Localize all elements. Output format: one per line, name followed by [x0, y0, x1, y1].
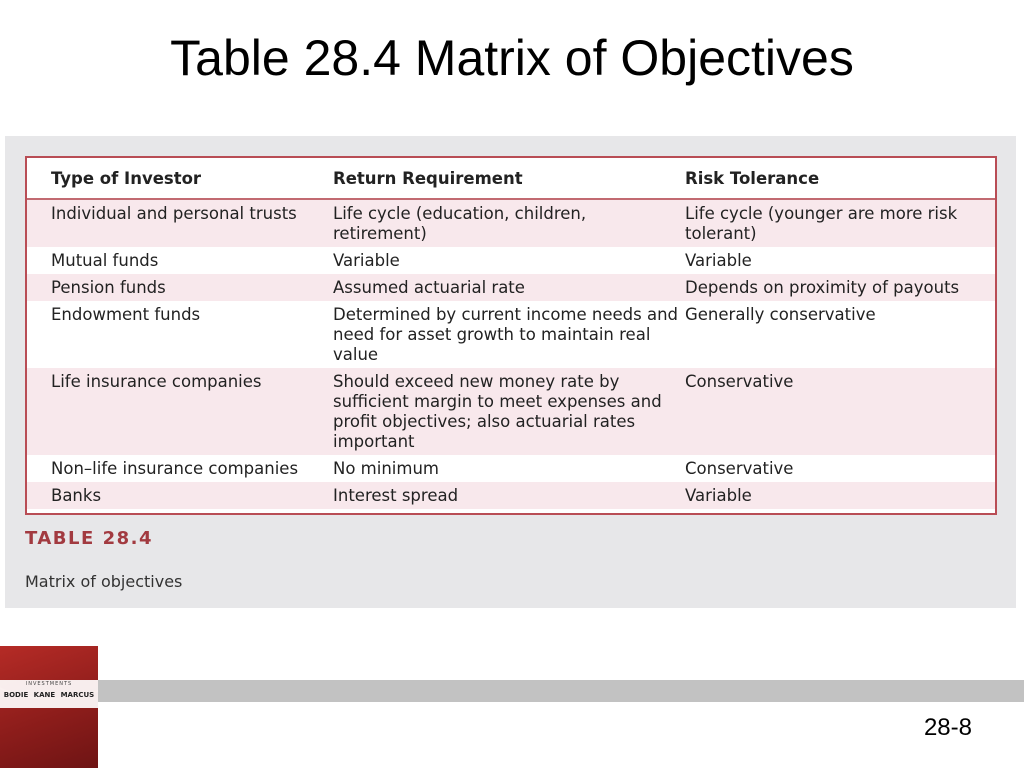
table-header-row — [27, 158, 995, 199]
cell-return-requirement: Should exceed new money rate by sufficient margin to meet expenses and profit objectives; also actuarial rates important — [333, 368, 685, 455]
cell-risk-tolerance: Generally conservative — [685, 305, 876, 324]
cell-investor: Life insurance companies — [27, 368, 333, 455]
table-caption-number: TABLE 28.4 — [25, 528, 153, 549]
table-row — [27, 455, 995, 482]
table-frame — [25, 156, 997, 515]
table-row — [27, 301, 995, 368]
table-caption-text: Matrix of objectives — [25, 572, 183, 591]
objectives-table — [27, 158, 995, 509]
table-figure — [5, 136, 1016, 608]
book-cover-logo — [0, 646, 98, 768]
cell-risk-tolerance: Conservative — [685, 459, 794, 478]
table-row — [27, 247, 995, 274]
cell-return-requirement: Interest spread — [333, 482, 685, 509]
cell-risk-tolerance: Life cycle (younger are more risk tolerant) — [685, 199, 995, 247]
page-number: 28-8 — [923, 714, 972, 741]
table-row — [27, 368, 995, 455]
cell-investor: Pension funds — [27, 274, 333, 301]
cell-risk-tolerance: Variable — [685, 482, 995, 509]
cell-risk-tolerance: Conservative — [685, 368, 995, 455]
cell-return-requirement: Variable — [333, 251, 400, 270]
cell-investor: Endowment funds — [51, 305, 201, 324]
column-header-investor: Type of Investor — [27, 158, 333, 199]
footer-bar — [0, 680, 1024, 702]
table-row — [27, 482, 995, 509]
cell-risk-tolerance: Variable — [685, 251, 752, 270]
column-header-risk: Risk Tolerance — [685, 158, 995, 199]
cell-return-requirement: Determined by current income needs and need for asset growth to maintain real value — [333, 305, 679, 364]
cell-return-requirement: Life cycle (education, children, retirement) — [333, 199, 685, 247]
cell-return-requirement: No minimum — [333, 459, 439, 478]
cell-return-requirement: Assumed actuarial rate — [333, 274, 685, 301]
cell-investor: Banks — [27, 482, 333, 509]
table-row — [27, 274, 995, 301]
cell-investor: Mutual funds — [51, 251, 159, 270]
cover-authors-text: BODIE KANE MARCUS — [3, 691, 95, 699]
cell-investor: Individual and personal trusts — [27, 199, 333, 247]
cell-risk-tolerance: Depends on proximity of payouts — [685, 274, 995, 301]
table-row — [27, 199, 995, 247]
cell-investor: Non–life insurance companies — [51, 459, 299, 478]
cover-series-text: INVESTMENTS — [25, 681, 73, 687]
column-header-return: Return Requirement — [333, 158, 685, 199]
slide-title: Table 28.4 Matrix of Objectives — [170, 30, 854, 86]
